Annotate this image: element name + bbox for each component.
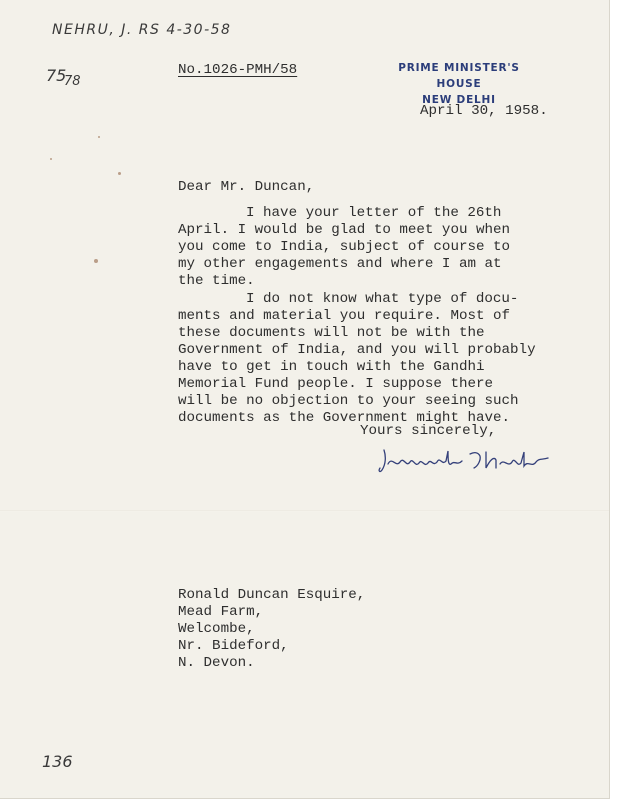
paragraph-line: I do not know what type of docu-: [246, 291, 519, 307]
archive-annotation-top: NEHRU, J. RS 4-30-58: [52, 22, 232, 38]
address-line: Mead Farm,: [178, 604, 264, 620]
address-line: N. Devon.: [178, 655, 255, 671]
signature: [378, 446, 554, 476]
paragraph-line: Memorial Fund people. I suppose there: [178, 376, 494, 392]
recipient-address: [178, 587, 365, 672]
paragraph-line: the time.: [178, 273, 255, 289]
folio-sub-number: 78: [64, 74, 81, 89]
closing: Yours sincerely,: [360, 423, 497, 439]
salutation: Dear Mr. Duncan,: [178, 179, 315, 195]
paragraph-line: these documents will not be with the: [178, 325, 485, 341]
paragraph-line: will be no objection to your seeing such: [178, 393, 519, 409]
paragraph-line: April. I would be glad to meet you when: [178, 222, 511, 238]
letterhead-line2: NEW DELHI: [422, 94, 496, 106]
paragraph-line: you come to India, subject of course to: [178, 239, 511, 255]
paragraph-line: Government of India, and you will probably: [178, 342, 536, 358]
folio-number: 75: [46, 66, 67, 85]
paragraph-line: documents as the Government might have.: [178, 410, 511, 426]
body-paragraph-1: [178, 205, 510, 290]
paragraph-line: my other engagements and where I am at: [178, 256, 502, 272]
paper-spot: [94, 259, 98, 263]
archive-annotation-bottom: 136: [42, 752, 73, 771]
paper-spot: [98, 136, 100, 138]
paper-spot: [50, 158, 52, 160]
address-line: Nr. Bideford,: [178, 638, 289, 654]
address-line: Welcombe,: [178, 621, 255, 637]
address-line: Ronald Duncan Esquire,: [178, 587, 366, 603]
paper-fold-line: [0, 510, 609, 512]
letterhead: [374, 60, 544, 108]
reference-number: No.1026-PMH/58: [178, 62, 298, 78]
body-paragraph-2: [178, 291, 536, 427]
paragraph-line: ments and material you require. Most of: [178, 308, 511, 324]
paper-spot: [118, 172, 121, 175]
letterhead-line1: PRIME MINISTER'S HOUSE: [398, 62, 520, 90]
paragraph-line: I have your letter of the 26th: [246, 205, 502, 221]
letter-date: April 30, 1958.: [420, 103, 548, 119]
paragraph-line: have to get in touch with the Gandhi: [178, 359, 485, 375]
